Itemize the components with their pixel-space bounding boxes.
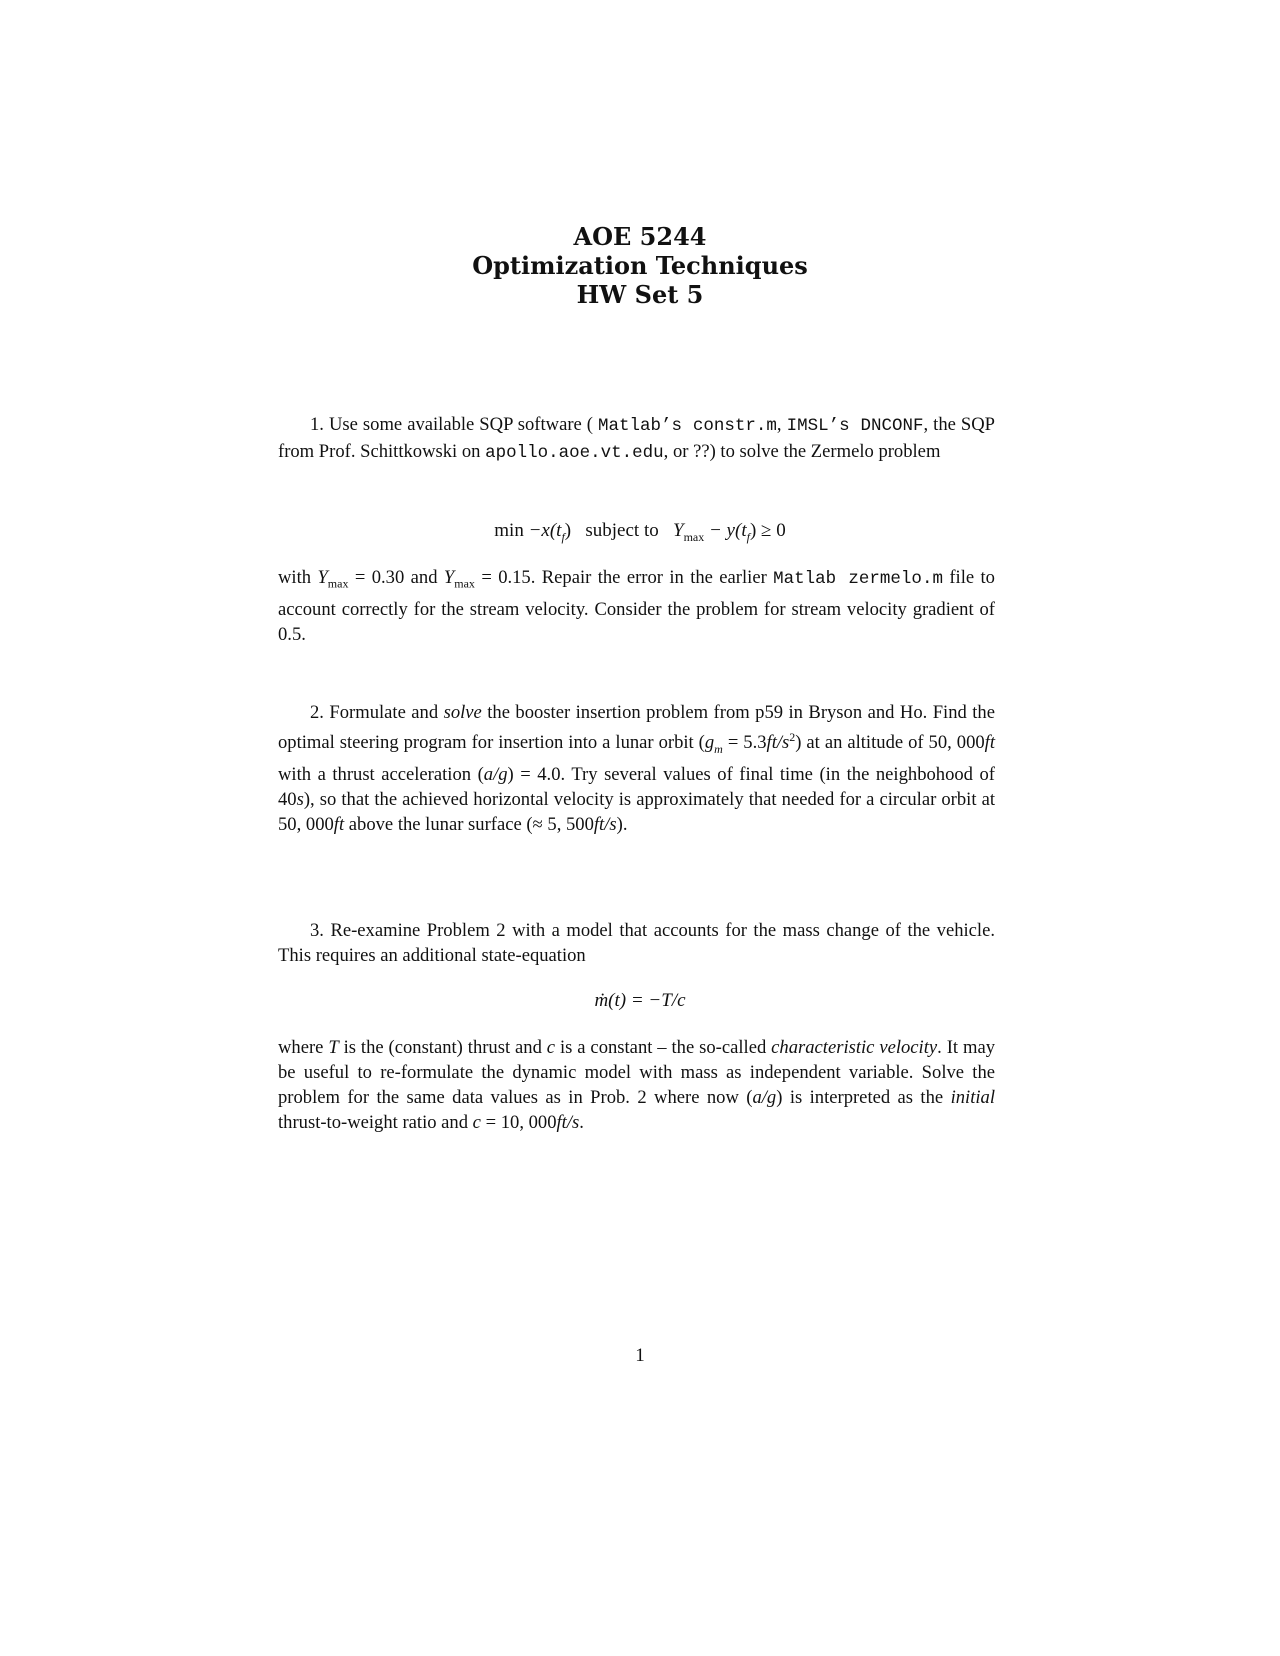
page-number: 1 <box>635 1345 645 1366</box>
problem-1-equation: $\min -x(t_f)$ subject to $Y_{max} - y(t_f) \ge 0$ <box>494 520 786 544</box>
problem-2-text: 2. Formulate and solve the booster insertion problem from p59 in Bryson and Ho. Find the optimal steering program for insertion into a lunar orbit $(g_m = 5.3ft/s^2)$ at an altitude of 50, 000ft with a thrust acceleration (a/g) = 4.0. Try several values of final time (in the neighbohood of 40s), so that the achieved horizontal velocity is approximately that needed for a circular orbit at 50, 000ft above the lunar surface (≈ 5, 500ft/s). <box>278 702 996 835</box>
document-title <box>0 222 1280 309</box>
problem-1-continuation: with $Y_{max} = 0.30$ and $Y_{max} = 0.15$. Repair the error in the earlier Matlab zermelo.m file to account correctly for the stream velocity. Consider the problem for stream velocity gradient of 0.5. <box>278 567 995 645</box>
course-number: AOE 5244 <box>573 222 707 251</box>
course-title: Optimization Techniques <box>472 251 808 280</box>
problem-1-text: 1. Use some available SQP software ( Matlab’s constr.m, IMSL’s DNCONF, the SQP from Prof. Schittkowski on apollo.aoe.vt.edu, or ??) to solve the Zermelo problem <box>278 414 995 463</box>
problem-3-equation: ṁ(t) = −T/c <box>594 990 686 1011</box>
homework-set: HW Set 5 <box>576 280 704 309</box>
problem-3-text: 3. Re-examine Problem 2 with a model that accounts for the mass change of the vehicle. This requires an additional state-equation <box>278 920 995 966</box>
problem-3-continuation: where T is the (constant) thrust and c is a constant – the so-called characteristic velocity. It may be useful to re-formulate the dynamic model with mass as independent variable. Solve the problem for the same data values as in Prob. 2 where now (a/g) is interpreted as the initial thrust-to-weight ratio and c = 10, 000ft/s. <box>278 1037 995 1133</box>
